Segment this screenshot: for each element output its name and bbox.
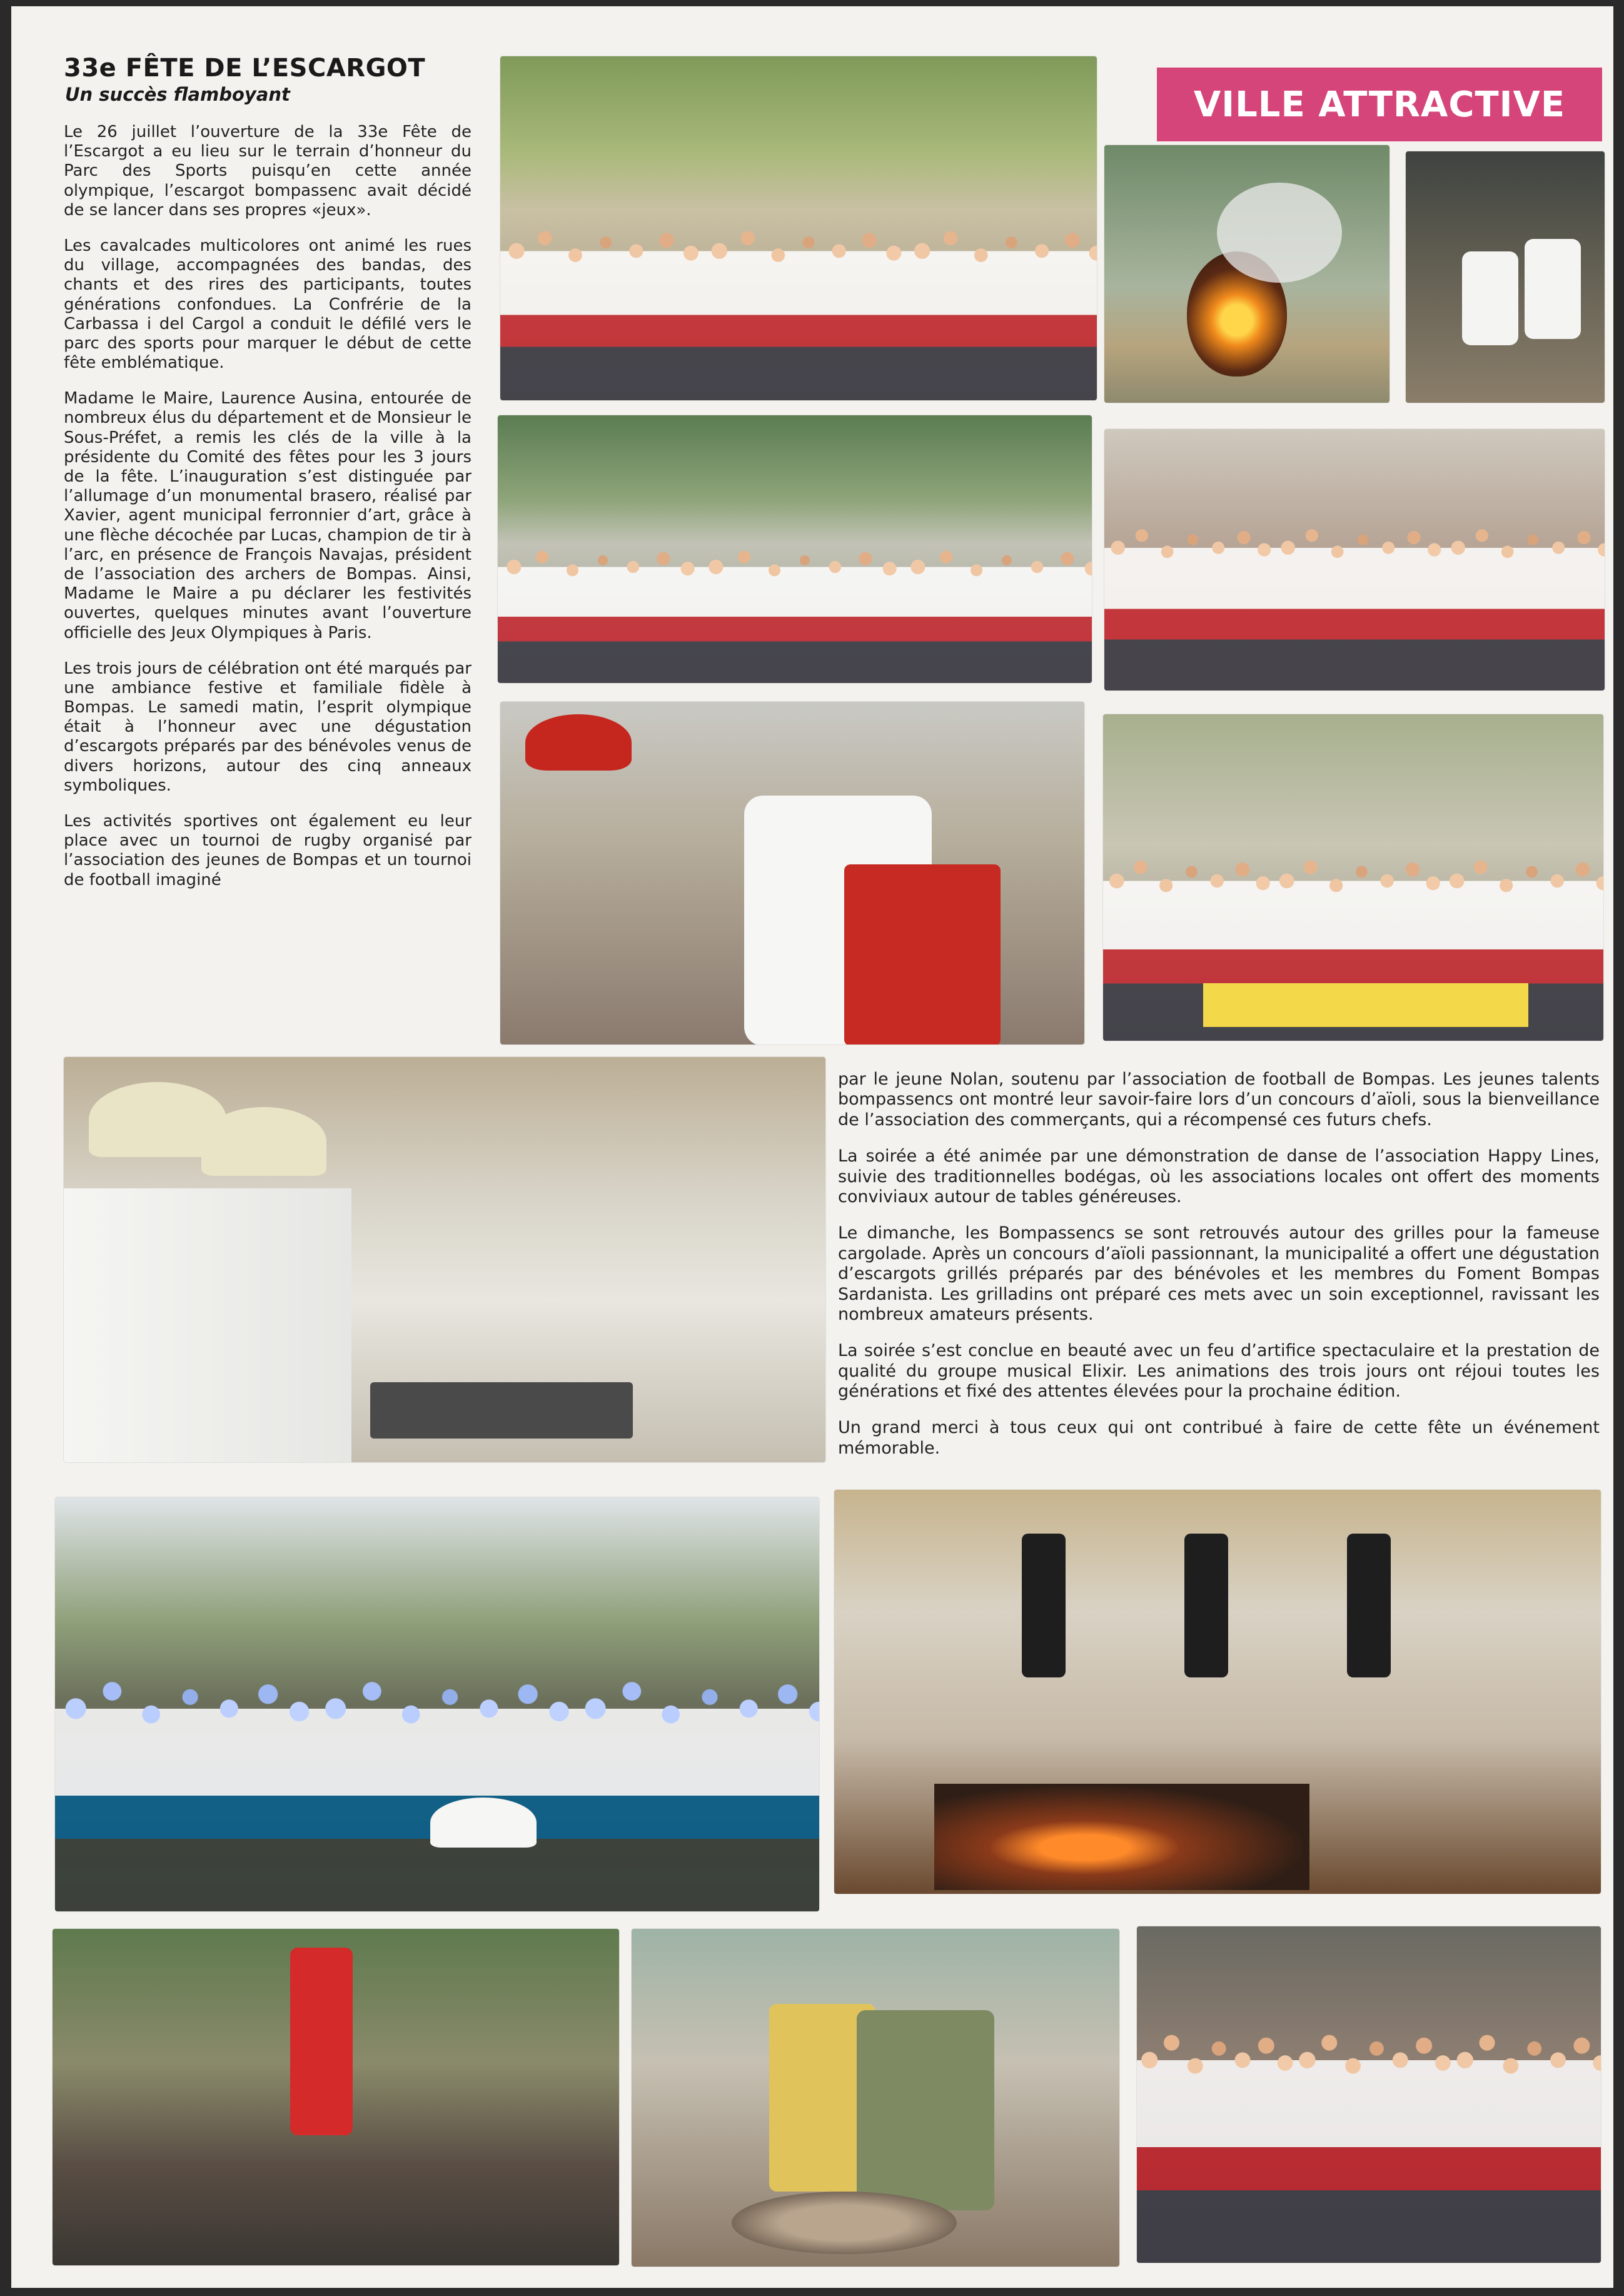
paragraph: Les cavalcades multicolores ont animé les rues du village, accompagnées des bandas, des chants et des rires des participants, toutes générations confondues. La Confrérie de la Carbassa i del Cargol a conduit le défilé vers le parc des sports pour marquer le début de cette fête emblématique. <box>64 236 472 373</box>
article-column-right <box>838 1070 1600 1475</box>
photo-inauguration-officials <box>498 415 1092 683</box>
paragraph: Le 26 juillet l’ouverture de la 33e Fête de l’Escargot a eu lieu sur le terrain d’honneur du Parc des Sports puisqu’en cette année olympique, l’escargot bompassenc avait décidé de se lancer dans ses propres «jeux». <box>64 123 472 220</box>
paragraph: Les activités sportives ont également eu leur place avec un tournoi de rugby organisé par l’association des jeunes de Bompas et un tournoi de football imaginé <box>64 812 472 889</box>
paragraph: Les trois jours de célébration ont été marqués par une ambiance festive et familiale fidèle à Bompas. Le samedi matin, l’esprit olympique était à l’honneur avec une dégustation d’escargots préparés par des bénévoles venus de divers horizons, autour des cinq anneaux symboliques. <box>64 659 472 795</box>
photo-child-microphone <box>500 702 1084 1044</box>
photo-archer <box>1406 151 1605 403</box>
paragraph: La soirée a été animée par une démonstration de danse de l’association Happy Lines, suivie des traditionnelles bodégas, où les associations locales ont offert des moments conviviaux autour de tables généreuses. <box>838 1146 1600 1206</box>
paragraph: par le jeune Nolan, soutenu par l’association de football de Bompas. Les jeunes talents bompassencs ont montré leur savoir-faire lors d’un concours d’aïoli, sous la bienveillance de l’association des commerçants, qui a récompensé ces futurs chefs. <box>838 1070 1600 1130</box>
article-title: 33e FÊTE DE L’ESCARGOT <box>64 54 426 83</box>
paragraph: La soirée s’est conclue en beauté avec un feu d’artifice spectaculaire et la prestation de qualité du groupe musical Elixir. Les animations des trois jours ont réjoui toutes les générations et fixé des attentes élevées pour la prochaine édition. <box>838 1341 1600 1402</box>
article-column-left <box>64 123 472 906</box>
photo-parade-crowd <box>500 56 1097 400</box>
photo-brasero-fire <box>1104 145 1389 403</box>
paragraph: Madame le Maire, Laurence Ausina, entourée de nombreux élus du département et de Monsieur le Sous-Préfet, a remis les clés de la ville à la présidente du Comité des fêtes pour les 3 jours de la fête. L’inauguration s’est distinguée par l’allumage d’un monumental brasero, réalisé par Xavier, agent municipal ferronnier d’art, grâce à une flèche décochée par Lucas, champion de tir à l’arc, en présence de François Navajas, président de l’association des archers de Bompas. Ainsi, Madame le Maire a pu déclarer les festivités ouvertes, quelques minutes avant l’ouverture officielle des Jeux Olympiques à Paris. <box>64 389 472 642</box>
paragraph: Un grand merci à tous ceux qui ont contribué à faire de cette fête un événement mémorable. <box>838 1418 1600 1458</box>
article-subtitle: Un succès flamboyant <box>65 84 290 105</box>
paragraph: Le dimanche, les Bompassencs se sont retrouvés autour des grilles pour la fameuse cargolade. Après un concours d’aïoli passionnant, la municipalité a offert une dégustation d’escargots grillés préparés par des bénévoles et les membres du Foment Bompas Sardanista. Les grilladins ont préparé ces mets avec un soin exceptionnel, ravissant les nombreux amateurs présents. <box>838 1223 1600 1324</box>
newsletter-page <box>11 6 1613 2288</box>
section-banner: VILLE ATTRACTIVE <box>1157 68 1602 141</box>
photo-brass-band <box>55 1497 819 1911</box>
photo-snail-preparation <box>64 1057 825 1462</box>
photo-evening-crowd <box>1137 1926 1601 2263</box>
photo-volunteers-serving <box>1103 714 1603 1041</box>
photo-tasting-table <box>1104 429 1605 690</box>
photo-ember-spreading <box>53 1929 619 2265</box>
photo-grill-team <box>834 1490 1601 1894</box>
photo-grilling-snails <box>632 1929 1119 2267</box>
